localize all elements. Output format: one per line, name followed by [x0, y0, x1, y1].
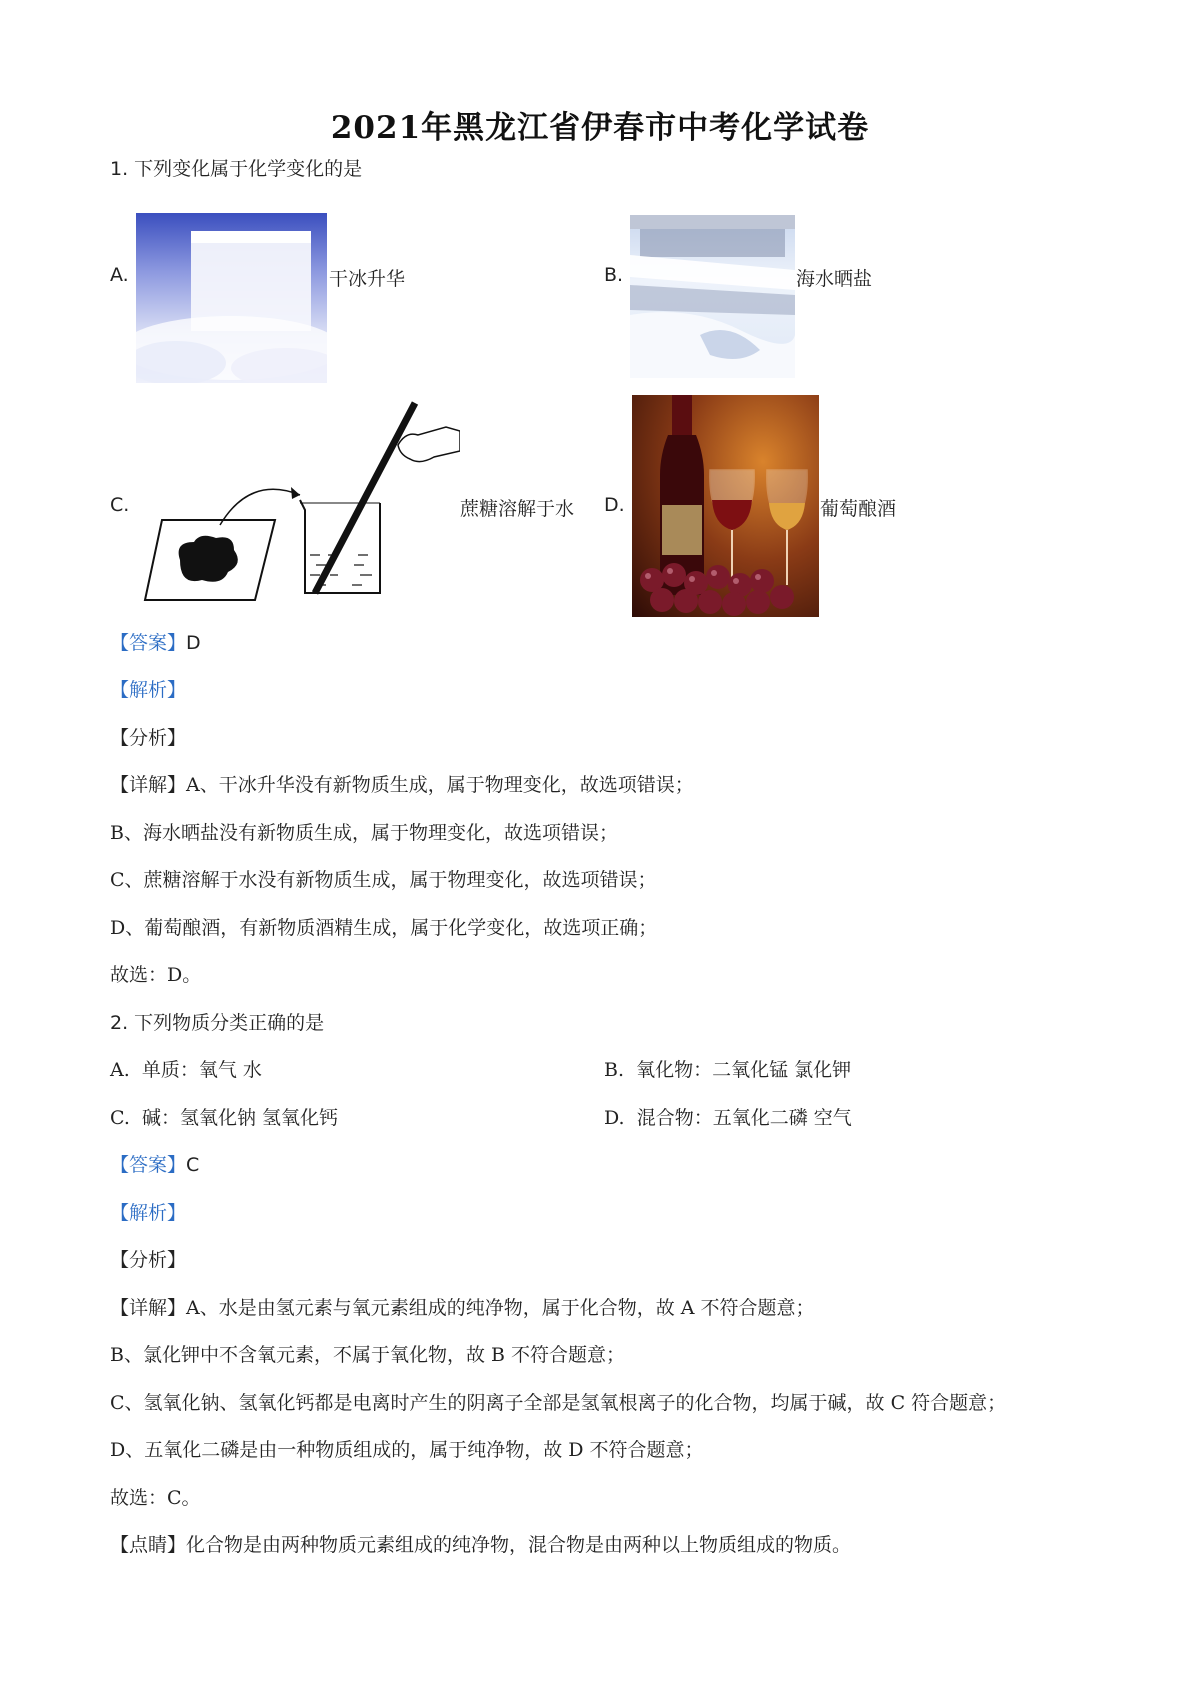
- q2-option-a-text: 单质：氧气 水: [141, 1059, 262, 1081]
- q2-option-b-text: 氧化物：二氧化锰 氯化钾: [636, 1059, 852, 1081]
- q1-option-a-text: 干冰升华: [329, 268, 406, 290]
- q2-option-d-letter: D.: [604, 1107, 625, 1129]
- q2-detail-tag: 【详解】: [110, 1297, 187, 1319]
- q1-option-c-text: 蔗糖溶解于水: [460, 498, 575, 520]
- q2-answer-line: [110, 1150, 199, 1177]
- q1-option-b-text: 海水晒盐: [796, 268, 873, 290]
- q2-dianjing-text: 化合物是由两种物质元素组成的纯净物，混合物是由两种以上物质组成的物质。: [186, 1534, 852, 1556]
- q1-detail-line-1: [110, 770, 694, 797]
- dry-ice-photo: [136, 213, 327, 383]
- q2-answer-tag: 【答案】: [110, 1154, 187, 1176]
- q1-option-c-letter: C.: [110, 494, 130, 516]
- q2-fenxi-tag: 【分析】: [110, 1249, 187, 1271]
- q2-detail-line-3: C、氢氧化钠、氢氧化钙都是电离时产生的阴离子全部是氢氧根离子的化合物，均属于碱，故 C 符合题意；: [110, 1392, 1007, 1414]
- q2-option-d-text: 混合物：五氧化二磷 空气: [636, 1107, 852, 1129]
- q2-dianjing-tag: 【点睛】: [110, 1534, 187, 1556]
- q1-detail-line-2: B、海水晒盐没有新物质生成，属于物理变化，故选项错误；: [110, 822, 618, 844]
- q2-option-d: [604, 1103, 852, 1130]
- q2-option-a-letter: A.: [110, 1059, 130, 1081]
- salt-field-photo: [630, 215, 795, 378]
- q1-answer-tag: 【答案】: [110, 632, 187, 654]
- q1-detail-line-3: C、蔗糖溶解于水没有新物质生成，属于物理变化，故选项错误；: [110, 869, 657, 891]
- q1-option-a-letter: A.: [110, 264, 129, 286]
- q2-detail-line-2: B、氯化钾中不含氧元素，不属于氧化物，故 B 不符合题意；: [110, 1344, 626, 1366]
- dissolving-diagram: [140, 395, 460, 605]
- q2-detail-line-5: 故选：C。: [110, 1487, 201, 1509]
- q2-detail-text-1: A、水是由氢元素与氧元素组成的纯净物，属于化合物，故 A 不符合题意；: [186, 1297, 815, 1319]
- q2-option-c: [110, 1103, 338, 1130]
- page-title: 2021年黑龙江省伊春市中考化学试卷: [330, 110, 870, 146]
- q1-detail-text-1: A、干冰升华没有新物质生成，属于物理变化，故选项错误；: [186, 774, 694, 796]
- wine-photo: [632, 395, 819, 617]
- q1-analysis-tag: 【解析】: [110, 679, 187, 701]
- q1-option-d-letter: D.: [604, 494, 625, 516]
- q1-fenxi-tag: 【分析】: [110, 727, 187, 749]
- q2-option-b-letter: B.: [604, 1059, 625, 1081]
- q1-detail-line-5: 故选：D。: [110, 964, 202, 986]
- q2-option-b: [604, 1055, 851, 1082]
- q1-detail-line-4: D、葡萄酿酒，有新物质酒精生成，属于化学变化，故选项正确；: [110, 917, 658, 939]
- q2-option-c-text: 碱：氢氧化钠 氢氧化钙: [142, 1107, 339, 1129]
- q2-answer-value: C: [186, 1154, 200, 1176]
- q1-answer-value: D: [186, 632, 201, 654]
- q2-option-c-letter: C.: [110, 1107, 130, 1129]
- q2-option-a: [110, 1055, 262, 1082]
- question-1-stem: 1. 下列变化属于化学变化的是: [110, 158, 363, 180]
- q1-answer-line: [110, 628, 201, 655]
- q2-detail-line-1: [110, 1293, 815, 1320]
- q2-detail-line-4: D、五氧化二磷是由一种物质组成的，属于纯净物，故 D 不符合题意；: [110, 1439, 704, 1461]
- q1-option-d-text: 葡萄酿酒: [820, 498, 897, 520]
- q2-dianjing-line: [110, 1530, 851, 1557]
- q1-detail-tag: 【详解】: [110, 774, 187, 796]
- q2-analysis-tag: 【解析】: [110, 1202, 187, 1224]
- q1-option-b-letter: B.: [604, 264, 624, 286]
- question-2-stem: 2. 下列物质分类正确的是: [110, 1012, 325, 1034]
